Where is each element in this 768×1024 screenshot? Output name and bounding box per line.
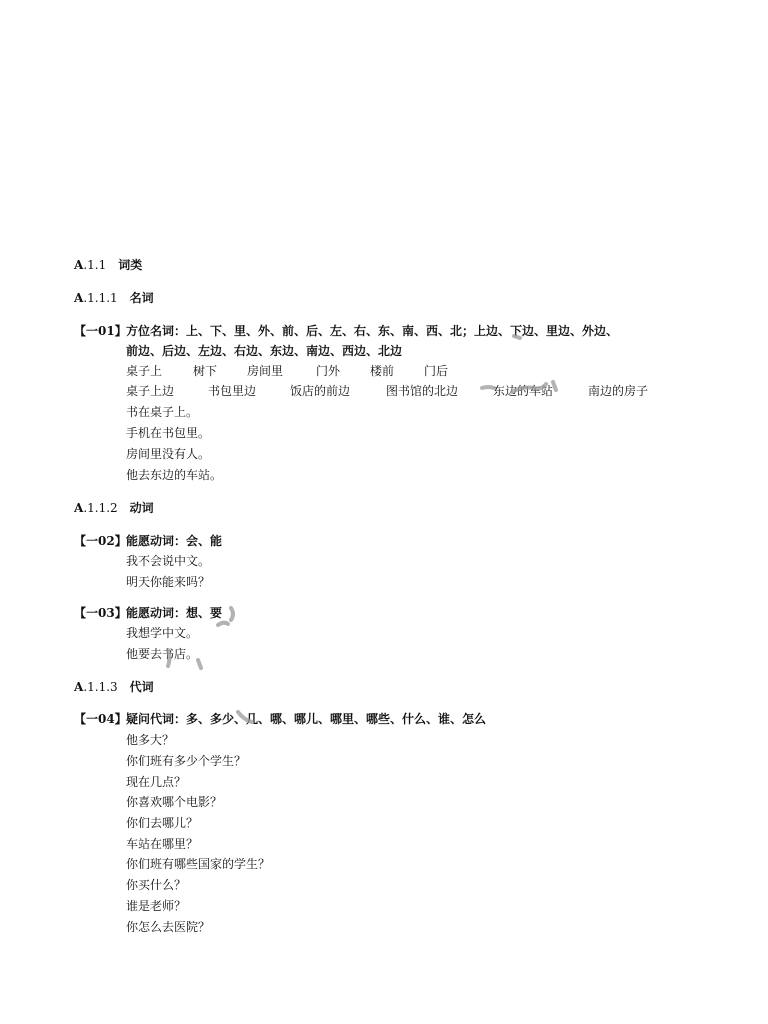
entry-rule: 疑问代词：多、多少、几、哪、哪儿、哪里、哪些、什么、谁、怎么 — [126, 712, 487, 726]
phrase: 饭店的前边 — [290, 384, 351, 398]
example-sentence: 你们班有哪些国家的学生？ — [126, 857, 271, 871]
phrase: 门外 — [316, 364, 341, 378]
section-number: .1.1 — [83, 258, 107, 272]
entry-code: 【一03】 — [74, 606, 127, 620]
example-sentence: 现在几点？ — [126, 775, 187, 789]
section-title: 代词 — [129, 680, 154, 694]
example-sentence: 书在桌子上。 — [126, 405, 199, 419]
entry-rule: 能愿动词：想、要 — [126, 606, 223, 620]
example-sentence: 你喜欢哪个电影？ — [126, 795, 223, 809]
entry-rule-continuation: 前边、后边、左边、右边、东边、南边、西边、北边 — [126, 344, 403, 358]
section-number-letter: A — [74, 291, 84, 305]
example-sentence: 你们班有多少个学生？ — [126, 754, 247, 768]
example-sentence: 他要去书店。 — [126, 647, 199, 661]
phrase: 房间里 — [247, 364, 284, 378]
phrase: 东边的车站 — [493, 384, 554, 398]
phrase: 桌子上边 — [126, 384, 175, 398]
section-title: 名词 — [129, 291, 154, 305]
entry-rule: 方位名词：上、下、里、外、前、后、左、右、东、南、西、北；上边、下边、里边、外边、 — [126, 324, 619, 338]
phrase: 图书馆的北边 — [386, 384, 459, 398]
entry-code: 【一01】 — [74, 324, 127, 338]
example-sentence: 车站在哪里？ — [126, 837, 199, 851]
entry-code: 【一04】 — [74, 712, 127, 726]
entry-rule: 能愿动词：会、能 — [126, 534, 223, 548]
section-number-letter: A — [74, 680, 84, 694]
section-number: .1.1.1 — [83, 291, 118, 305]
example-sentence: 明天你能来吗？ — [126, 575, 211, 589]
section-number: .1.1.3 — [83, 680, 118, 694]
example-sentence: 谁是老师？ — [126, 899, 187, 913]
phrase: 门后 — [424, 364, 449, 378]
section-number-letter: A — [74, 501, 84, 515]
example-sentence: 你怎么去医院？ — [126, 920, 211, 934]
example-sentence: 手机在书包里。 — [126, 426, 211, 440]
phrase: 南边的房子 — [588, 384, 649, 398]
example-sentence: 你们去哪儿？ — [126, 816, 199, 830]
phrase: 树下 — [193, 364, 218, 378]
phrase: 书包里边 — [208, 384, 257, 398]
section-number-letter: A — [74, 258, 84, 272]
example-sentence: 他去东边的车站。 — [126, 468, 223, 482]
entry-code: 【一02】 — [74, 534, 127, 548]
example-sentence: 你买什么？ — [126, 878, 187, 892]
example-sentence: 我想学中文。 — [126, 626, 199, 640]
example-sentence: 他多大？ — [126, 733, 175, 747]
example-sentence: 房间里没有人。 — [126, 447, 211, 461]
section-title: 动词 — [129, 501, 154, 515]
section-number: .1.1.2 — [83, 501, 118, 515]
section-title: 词类 — [118, 258, 143, 272]
phrase: 桌子上 — [126, 364, 163, 378]
phrase: 楼前 — [370, 364, 395, 378]
example-sentence: 我不会说中文。 — [126, 554, 211, 568]
